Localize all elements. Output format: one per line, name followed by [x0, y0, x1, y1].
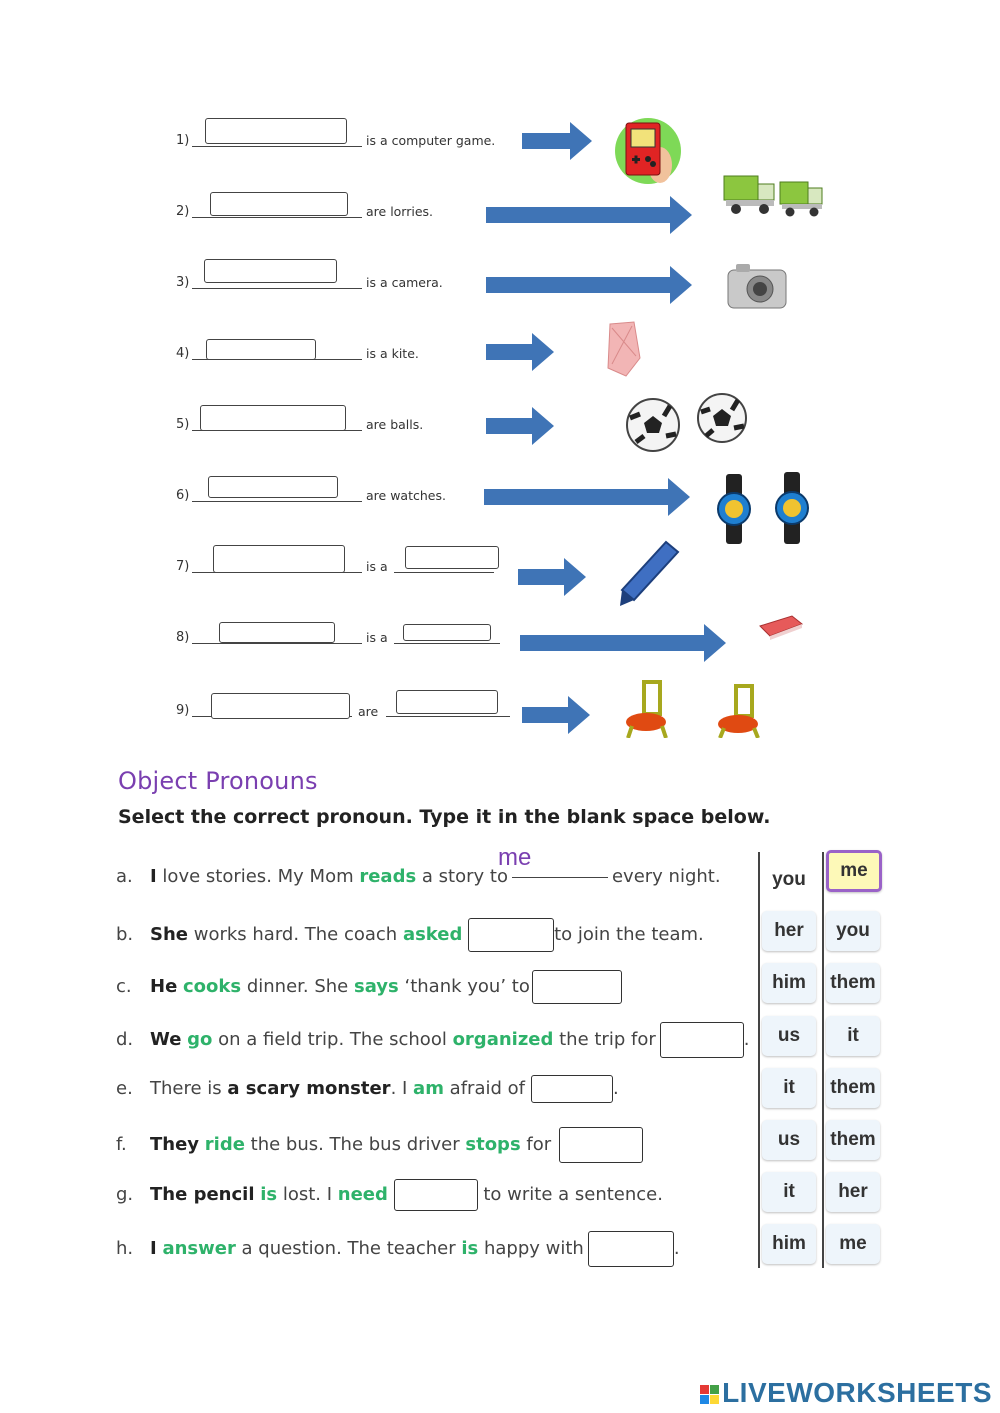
watch-icon: [710, 470, 820, 548]
sample-answer: me: [498, 844, 532, 871]
answer-line: [192, 217, 362, 218]
bank-option[interactable]: it: [762, 1068, 816, 1108]
answer-box-2[interactable]: [210, 192, 348, 216]
bank-divider-left: [758, 852, 760, 1268]
bank-option[interactable]: us: [762, 1016, 816, 1056]
answer-box-c[interactable]: [532, 970, 622, 1004]
row-text: is a kite.: [366, 346, 419, 361]
eraser-icon: [756, 612, 806, 642]
bank-option[interactable]: it: [826, 1016, 880, 1056]
camera-icon: [724, 260, 790, 312]
row-number: 1): [176, 133, 190, 148]
row-number: 3): [176, 275, 190, 290]
answer-box-3[interactable]: [204, 259, 337, 283]
liveworksheets-logo: [700, 1377, 992, 1409]
bank-option[interactable]: you: [762, 860, 816, 900]
answer-line: [512, 877, 608, 878]
answer-box-8b[interactable]: [403, 624, 491, 641]
bank-option[interactable]: me: [826, 1224, 880, 1264]
answer-box-1[interactable]: [205, 118, 347, 144]
answer-box-4[interactable]: [206, 339, 316, 360]
bank-option[interactable]: her: [826, 1172, 880, 1212]
sentence-e: e. There is a scary monster. I am afraid of .: [116, 1075, 619, 1103]
chair-icon: [624, 680, 774, 738]
answer-box-g[interactable]: [394, 1179, 478, 1211]
row-text: is a computer game.: [366, 133, 496, 148]
bank-divider-right: [822, 852, 824, 1268]
answer-box-6[interactable]: [208, 476, 338, 498]
bank-option[interactable]: us: [762, 1120, 816, 1160]
arrow-icon: [486, 407, 554, 445]
logo-text: LIVEWORKSHEETS: [722, 1377, 992, 1408]
answer-line: [192, 643, 362, 644]
bank-option[interactable]: them: [826, 1068, 880, 1108]
row-text: is a: [366, 630, 388, 645]
ball-icon: [624, 392, 754, 454]
answer-line: [386, 716, 510, 717]
arrow-icon: [522, 696, 590, 734]
answer-box-f[interactable]: [559, 1127, 643, 1163]
bank-option[interactable]: it: [762, 1172, 816, 1212]
answer-box-8[interactable]: [219, 622, 335, 643]
arrow-icon: [484, 478, 690, 516]
answer-line: [192, 146, 362, 147]
arrow-icon: [520, 624, 726, 662]
answer-box-d[interactable]: [660, 1022, 744, 1058]
lorry-icon: [720, 170, 832, 218]
answer-line: [192, 288, 362, 289]
sentence-h: h. I answer a question. The teacher is happy with .: [116, 1231, 680, 1267]
bank-option[interactable]: them: [826, 963, 880, 1003]
row-number: 9): [176, 703, 190, 718]
sentence-d: d. We go on a field trip. The school organized the trip for .: [116, 1022, 749, 1058]
answer-box-7[interactable]: [213, 545, 345, 573]
arrow-icon: [518, 558, 586, 596]
sentence-c: c. He cooks dinner. She says ‘thank you’ to: [116, 970, 622, 1004]
row-number: 4): [176, 346, 190, 361]
row-number: 6): [176, 488, 190, 503]
sentence-a: a. I love stories. My Mom reads a story to every night.: [116, 866, 721, 887]
bank-option[interactable]: them: [826, 1120, 880, 1160]
answer-box-e[interactable]: [531, 1075, 613, 1103]
bank-option[interactable]: him: [762, 1224, 816, 1264]
answer-box-5[interactable]: [200, 405, 346, 431]
answer-box-b[interactable]: [468, 918, 554, 952]
row-text: are watches.: [366, 488, 446, 503]
row-number: 2): [176, 204, 190, 219]
bank-option[interactable]: you: [826, 911, 880, 951]
answer-line: [394, 572, 494, 573]
answer-box-7b[interactable]: [405, 546, 499, 569]
kite-icon: [600, 318, 644, 382]
row-text: is a camera.: [366, 275, 443, 290]
answer-line: [394, 643, 500, 644]
sentence-g: g. The pencil is lost. I need to write a sentence.: [116, 1179, 663, 1211]
logo-mark-icon: [700, 1385, 722, 1405]
sentence-b: b. She works hard. The coach asked to join the team.: [116, 918, 704, 952]
row-text: are: [358, 704, 379, 719]
row-text: are lorries.: [366, 204, 434, 219]
section-title: Object Pronouns: [118, 767, 318, 795]
answer-line: [192, 501, 362, 502]
arrow-icon: [486, 266, 692, 304]
pen-icon: [614, 536, 684, 610]
arrow-icon: [522, 122, 592, 160]
answer-box-9b[interactable]: [396, 690, 498, 714]
row-text: are balls.: [366, 417, 424, 432]
row-number: 8): [176, 630, 190, 645]
answer-box-9[interactable]: [211, 693, 350, 719]
row-number: 5): [176, 417, 190, 432]
row-text: is a: [366, 559, 388, 574]
bank-option[interactable]: him: [762, 963, 816, 1003]
sentence-f: f. They ride the bus. The bus driver stops for: [116, 1127, 643, 1163]
answer-box-h[interactable]: [588, 1231, 674, 1267]
instruction: Select the correct pronoun. Type it in the blank space below.: [118, 806, 771, 828]
arrow-icon: [486, 196, 692, 234]
bank-option[interactable]: her: [762, 911, 816, 951]
row-number: 7): [176, 559, 190, 574]
bank-option-selected[interactable]: me: [826, 850, 882, 892]
game-console-icon: [608, 115, 688, 187]
arrow-icon: [486, 333, 554, 371]
